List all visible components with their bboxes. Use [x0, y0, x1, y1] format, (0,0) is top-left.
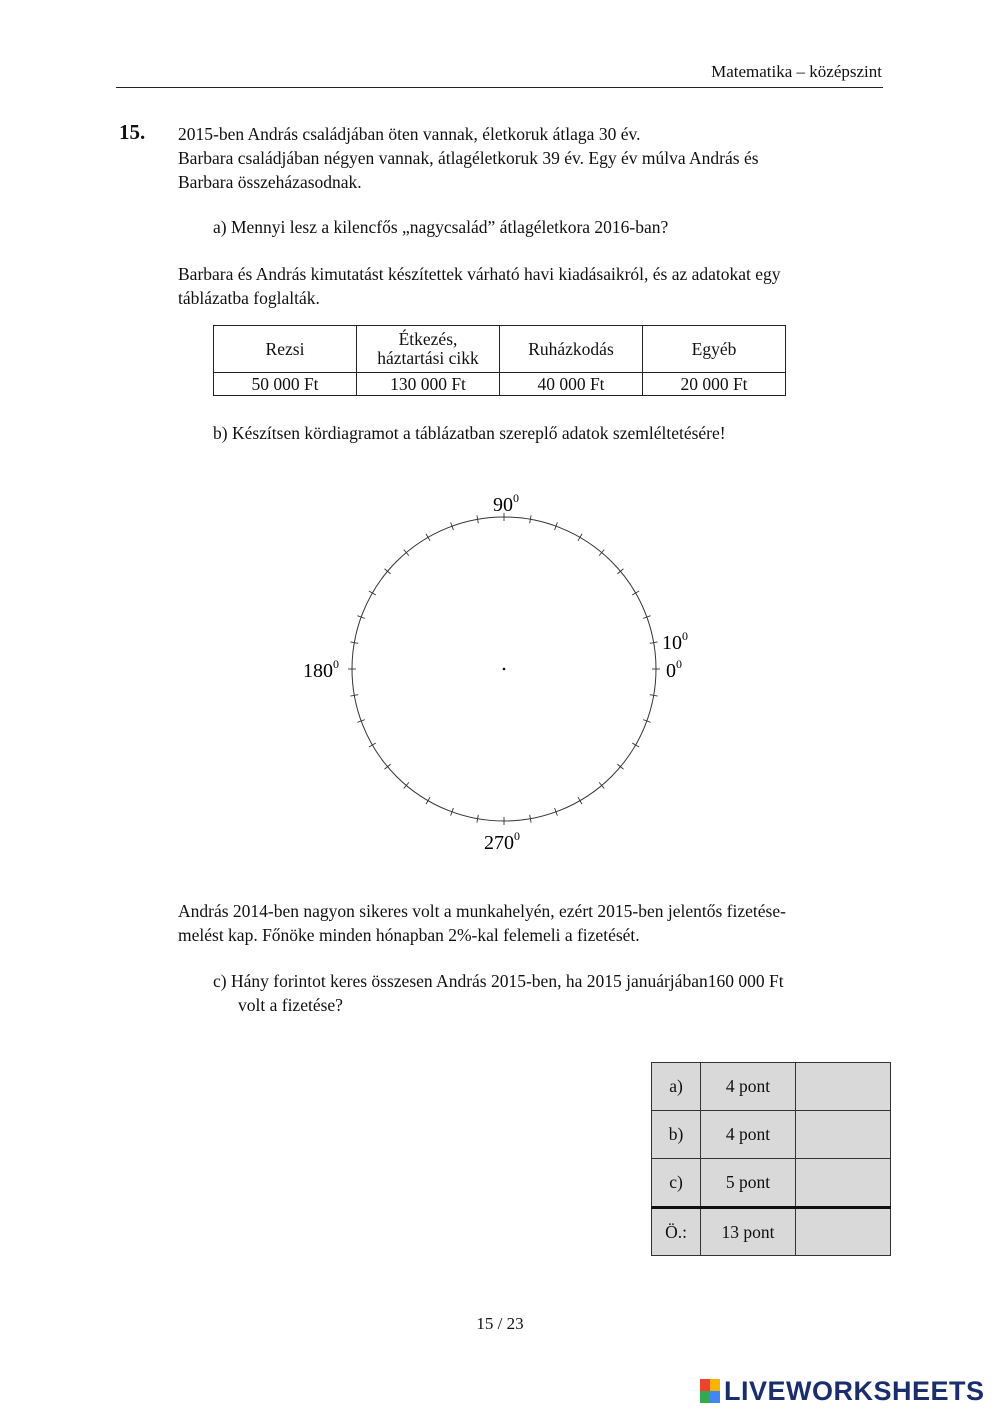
- degree-tick: [426, 534, 430, 541]
- degree-tick: [578, 534, 582, 541]
- score-label: b): [652, 1111, 701, 1159]
- page-number: 15 / 23: [476, 1314, 524, 1333]
- score-input-cell[interactable]: [796, 1111, 891, 1159]
- degree-tick: [369, 743, 376, 747]
- degree-tick: [426, 797, 430, 804]
- question-c-line: c) Hány forintot keres összesen András 2015-ben, ha 2015 januárjában160 000 Ft: [213, 971, 784, 991]
- label-0: $0^0$: [666, 657, 682, 682]
- label-10: $10^0$: [662, 629, 688, 654]
- question-b: b) Készítsen kördiagramot a táblázatban szereplő adatok szemléltetésére!: [213, 423, 726, 443]
- value-cell: 50 000 Ft: [214, 373, 357, 396]
- expense-table: [213, 325, 786, 396]
- score-input-cell[interactable]: [796, 1063, 891, 1111]
- label-270: $270^0$: [484, 829, 520, 854]
- score-label: a): [652, 1063, 701, 1111]
- intro-line: Barbara családjában négyen vannak, átlagéletkoruk 39 év. Egy év múlva András és: [178, 148, 759, 168]
- score-row: [652, 1063, 891, 1111]
- brand-name: LIVEWORKSHEETS: [724, 1375, 985, 1406]
- protractor-circle[interactable]: [290, 480, 720, 870]
- header-cell-rezsi: [214, 326, 357, 373]
- salary-line: melést kap. Főnöke minden hónapban 2%-kal felemeli a fizetését.: [178, 925, 640, 945]
- problem-number: 15.: [119, 120, 146, 144]
- label-90: $90^0$: [493, 491, 519, 516]
- value-cell: 20 000 Ft: [643, 373, 786, 396]
- pie-chart-template[interactable]: [290, 480, 720, 875]
- header-cell-egyeb: [643, 326, 786, 373]
- header-text: Ruházkodás: [528, 338, 614, 359]
- score-input-cell[interactable]: [796, 1159, 891, 1208]
- circle-center-point: [503, 668, 506, 671]
- header-divider: [116, 87, 883, 88]
- header-text: Egyéb: [691, 338, 737, 359]
- table-intro-line: táblázatba foglalták.: [178, 288, 320, 308]
- page-header-title: Matematika – középszint: [711, 62, 882, 81]
- score-row: [652, 1111, 891, 1159]
- liveworksheets-logo[interactable]: [700, 1374, 985, 1408]
- salary-paragraph: [178, 899, 883, 947]
- score-row: [652, 1159, 891, 1208]
- score-total-points: 13 pont: [701, 1208, 796, 1256]
- liveworksheets-logo-icon: [700, 1379, 720, 1403]
- value-cell: 40 000 Ft: [500, 373, 643, 396]
- score-points: 4 pont: [701, 1111, 796, 1159]
- degree-tick: [632, 743, 639, 747]
- header-cell-etkezes: [357, 326, 500, 373]
- problem-intro: [178, 122, 878, 194]
- degree-tick: [578, 797, 582, 804]
- header-text: háztartási cikk: [377, 348, 479, 368]
- score-points: 4 pont: [701, 1063, 796, 1111]
- label-180: $180^0$: [303, 657, 339, 682]
- table-intro: [178, 262, 883, 310]
- score-label: c): [652, 1159, 701, 1208]
- question-c-line: volt a fizetése?: [238, 995, 343, 1015]
- score-total-input-cell[interactable]: [796, 1208, 891, 1256]
- header-text: Étkezés,: [398, 329, 458, 349]
- degree-tick: [632, 591, 639, 595]
- intro-line: 2015-ben András családjában öten vannak, életkoruk átlaga 30 év.: [178, 124, 641, 144]
- salary-line: András 2014-ben nagyon sikeres volt a munkahelyén, ezért 2015-ben jelentős fizetése-: [178, 901, 786, 921]
- table-intro-line: Barbara és András kimutatást készítettek várható havi kiadásaikról, és az adatokat egy: [178, 264, 781, 284]
- value-cell: 130 000 Ft: [357, 373, 500, 396]
- score-table: [651, 1062, 891, 1256]
- intro-line: Barbara összeházasodnak.: [178, 172, 362, 192]
- expense-table-value-row: [214, 373, 786, 396]
- score-total-row: [652, 1208, 891, 1256]
- score-total-label: Ö.:: [652, 1208, 701, 1256]
- score-points: 5 pont: [701, 1159, 796, 1208]
- header-cell-ruhazkodas: [500, 326, 643, 373]
- expense-table-header-row: [214, 326, 786, 373]
- question-a: a) Mennyi lesz a kilencfős „nagycsalád” átlagéletkora 2016-ban?: [213, 217, 669, 237]
- header-text: Rezsi: [265, 338, 305, 359]
- degree-tick: [369, 591, 376, 595]
- question-c: [213, 969, 881, 1017]
